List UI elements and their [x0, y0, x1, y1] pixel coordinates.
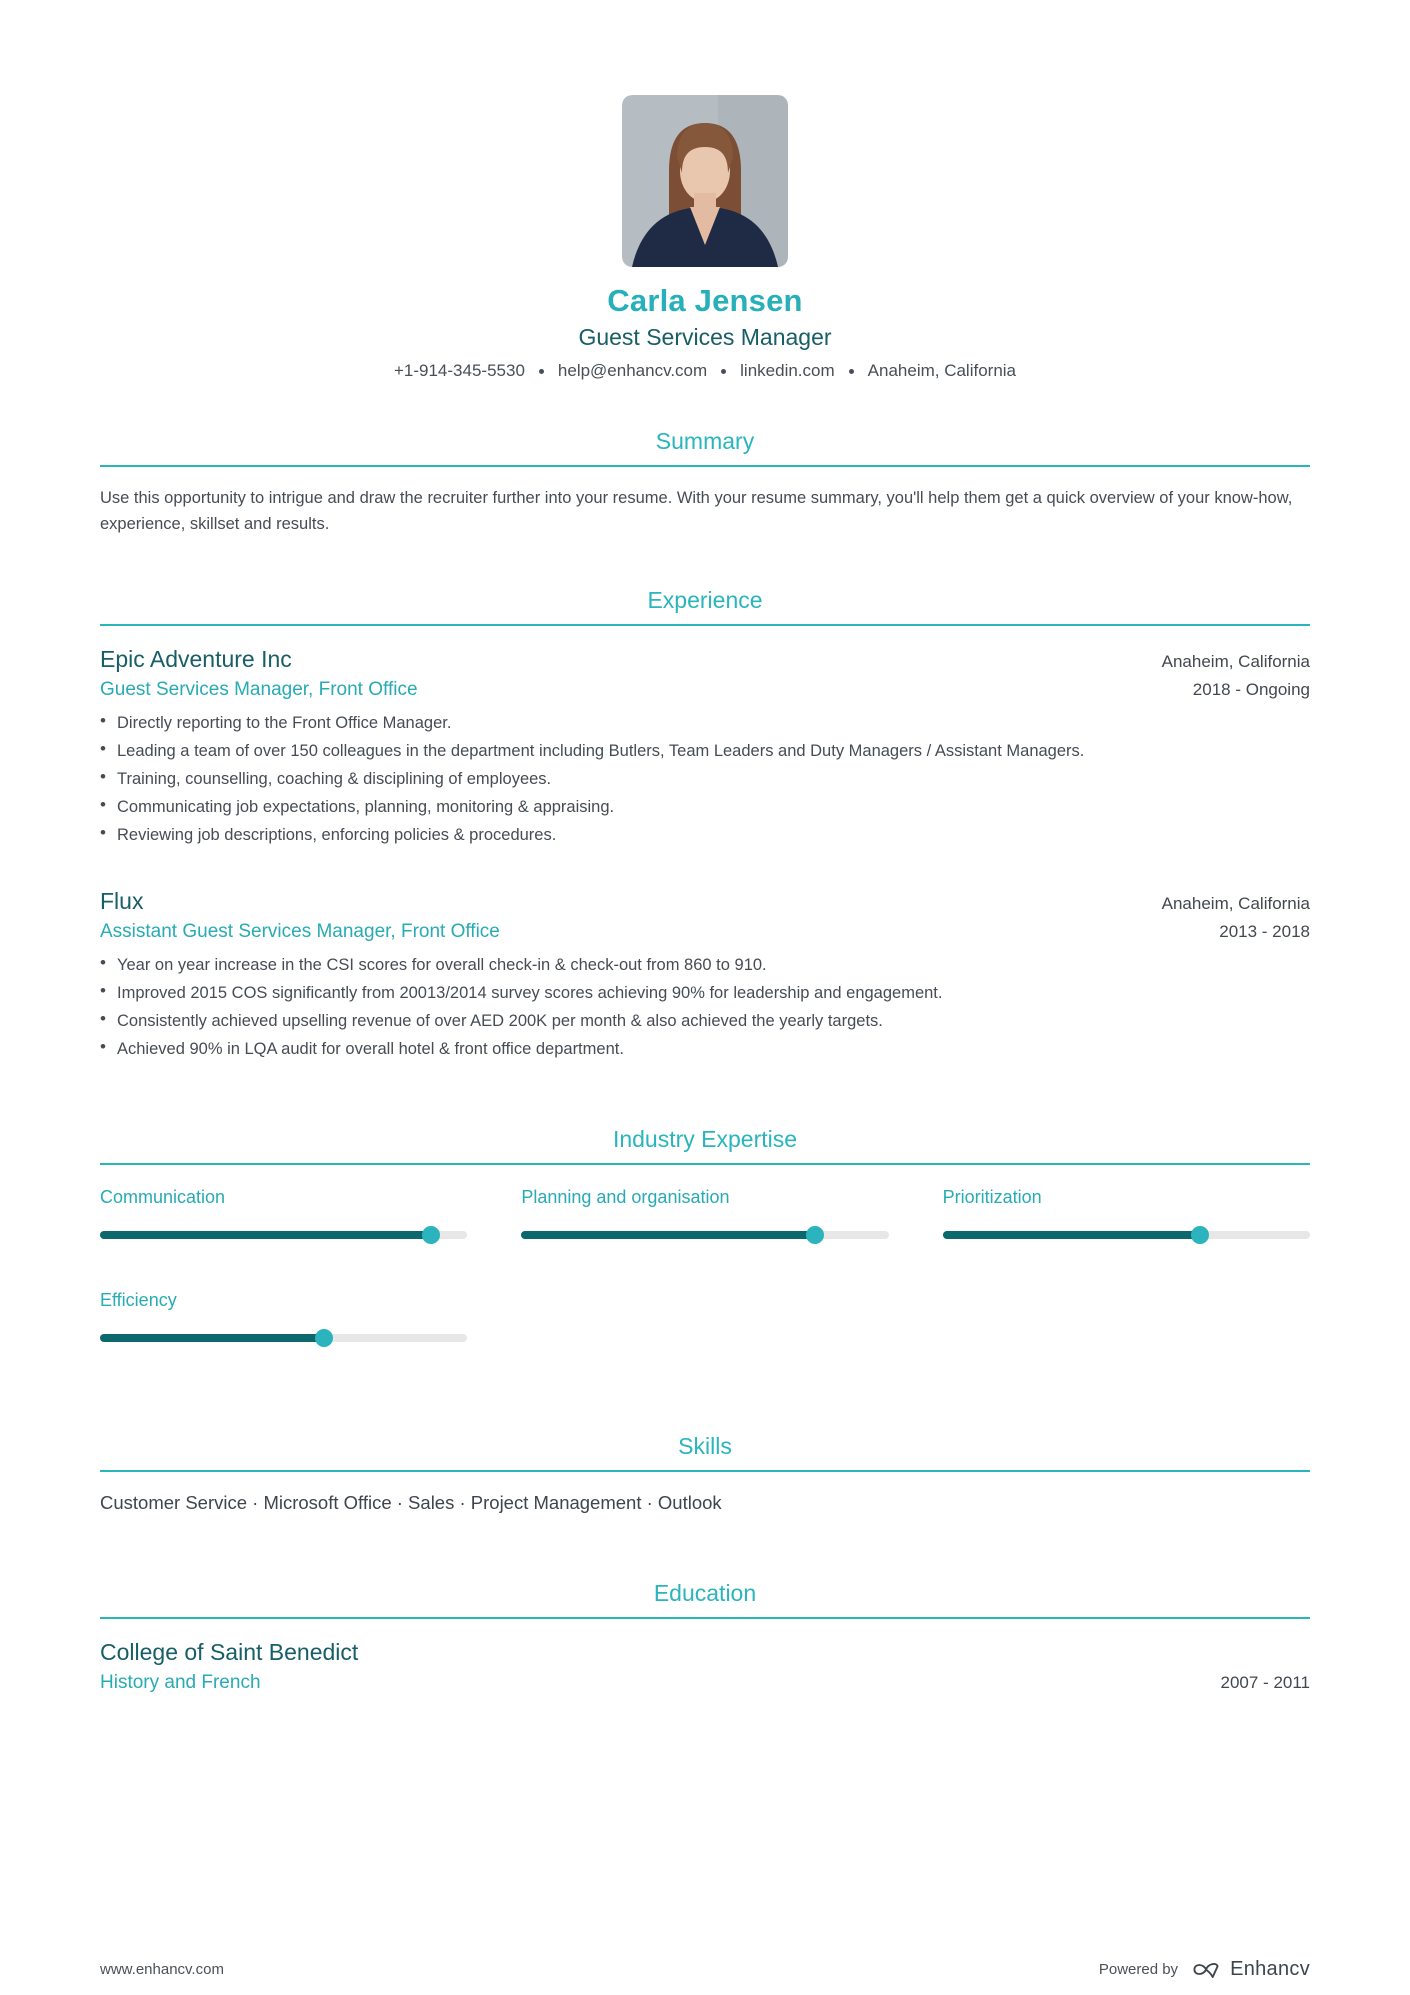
education-dates: 2007 - 2011: [1220, 1673, 1310, 1692]
degree-name: History and French: [100, 1672, 261, 1693]
bullet-item: • Leading a team of over 150 colleagues in the department including Butlers, Team Leaders and Duty Managers / Assistant Managers.: [100, 741, 1310, 762]
company-name: Epic Adventure Inc: [100, 646, 292, 672]
slider-fill: [521, 1231, 815, 1239]
slider-fill: [943, 1231, 1200, 1239]
slider-knob[interactable]: [1191, 1226, 1209, 1244]
experience-entry-header: [100, 888, 1310, 915]
slider-knob[interactable]: [806, 1226, 824, 1244]
company-location: Anaheim, California: [1161, 894, 1310, 913]
education-entry: [100, 1639, 1310, 1694]
separator-dot: [539, 369, 544, 374]
linkedin-link[interactable]: linkedin.com: [740, 361, 835, 380]
experience-bullets: [100, 713, 1310, 846]
powered-by-block: [1099, 1958, 1310, 1981]
candidate-name: Carla Jensen: [607, 283, 803, 318]
expertise-slider[interactable]: [100, 1226, 467, 1244]
bullet-item: • Directly reporting to the Front Office Manager.: [100, 713, 1310, 734]
expertise-label: Efficiency: [100, 1290, 177, 1310]
separator-dot: [721, 369, 726, 374]
expertise-slider[interactable]: [100, 1329, 467, 1347]
experience-bullets: [100, 955, 1310, 1060]
enhancv-brand-text: Enhancv: [1230, 1958, 1310, 1980]
skills-list: Customer Service · Microsoft Office · Sales · Project Management · Outlook: [100, 1492, 722, 1513]
contact-row: [100, 361, 1310, 381]
expertise-label: Communication: [100, 1187, 226, 1207]
experience-role-row: [100, 679, 1310, 701]
expertise-item: [521, 1187, 888, 1244]
education-degree-row: [100, 1672, 1310, 1694]
experience-heading: Experience: [100, 587, 1310, 626]
role-dates: 2013 - 2018: [1219, 922, 1310, 941]
bullet-item: • Improved 2015 COS significantly from 20013/2014 survey scores achieving 90% for leadership and engagement.: [100, 983, 1310, 1004]
experience-role-row: [100, 921, 1310, 943]
bullet-item: • Reviewing job descriptions, enforcing policies & procedures.: [100, 825, 1310, 846]
education-heading: Education: [100, 1580, 1310, 1619]
expertise-label: Planning and organisation: [521, 1187, 730, 1207]
role-dates: 2018 - Ongoing: [1192, 680, 1310, 699]
summary-text: Use this opportunity to intrigue and draw the recruiter further into your resume. With your resume summary, you'll help them get a quick overview of your know-how, experience, skillset and results.: [100, 489, 1293, 533]
slider-fill: [100, 1231, 431, 1239]
slider-knob[interactable]: [422, 1226, 440, 1244]
expertise-item: [100, 1290, 467, 1347]
slider-fill: [100, 1334, 324, 1342]
role-title: Guest Services Manager, Front Office: [100, 679, 418, 700]
bullet-item: • Year on year increase in the CSI scores for overall check-in & check-out from 860 to 910.: [100, 955, 1310, 976]
experience-entry-header: [100, 646, 1310, 673]
role-title: Assistant Guest Services Manager, Front Office: [100, 921, 500, 942]
summary-heading: Summary: [100, 428, 1310, 467]
expertise-label: Prioritization: [942, 1187, 1042, 1207]
website-link[interactable]: www.enhancv.com: [100, 1961, 224, 1978]
expertise-slider[interactable]: [521, 1226, 888, 1244]
experience-entry: [100, 888, 1310, 1060]
photo-container: [100, 0, 1310, 267]
portrait-illustration: [622, 95, 788, 267]
expertise-item: [100, 1187, 467, 1244]
expertise-slider[interactable]: [943, 1226, 1310, 1244]
experience-entry: [100, 646, 1310, 846]
company-location: Anaheim, California: [1161, 652, 1310, 671]
profile-photo: [622, 95, 788, 267]
location-text: Anaheim, California: [867, 361, 1017, 380]
bullet-item: • Communicating job expectations, planning, monitoring & appraising.: [100, 797, 1310, 818]
slider-knob[interactable]: [315, 1329, 333, 1347]
separator-dot: [849, 369, 854, 374]
skills-heading: Skills: [100, 1433, 1310, 1472]
candidate-title: Guest Services Manager: [578, 324, 832, 350]
bullet-item: • Achieved 90% in LQA audit for overall hotel & front office department.: [100, 1039, 1310, 1060]
bullet-item: • Training, counselling, coaching & disciplining of employees.: [100, 769, 1310, 790]
powered-by-label: Powered by: [1098, 1961, 1179, 1978]
company-name: Flux: [100, 888, 144, 914]
enhancv-brand-link[interactable]: [1190, 1958, 1310, 1981]
school-name: College of Saint Benedict: [100, 1639, 359, 1665]
industry-expertise-heading: Industry Expertise: [100, 1126, 1310, 1165]
enhancv-logo-icon: [1190, 1959, 1222, 1980]
bullet-item: • Consistently achieved upselling revenue of over AED 200K per month & also achieved the yearly targets.: [100, 1011, 1310, 1032]
page-footer: [0, 1958, 1410, 1981]
phone-number: +1-914-345-5530: [393, 361, 525, 380]
industry-expertise-grid: [100, 1187, 1310, 1347]
email-link[interactable]: help@enhancv.com: [557, 361, 708, 380]
expertise-item: [943, 1187, 1310, 1244]
